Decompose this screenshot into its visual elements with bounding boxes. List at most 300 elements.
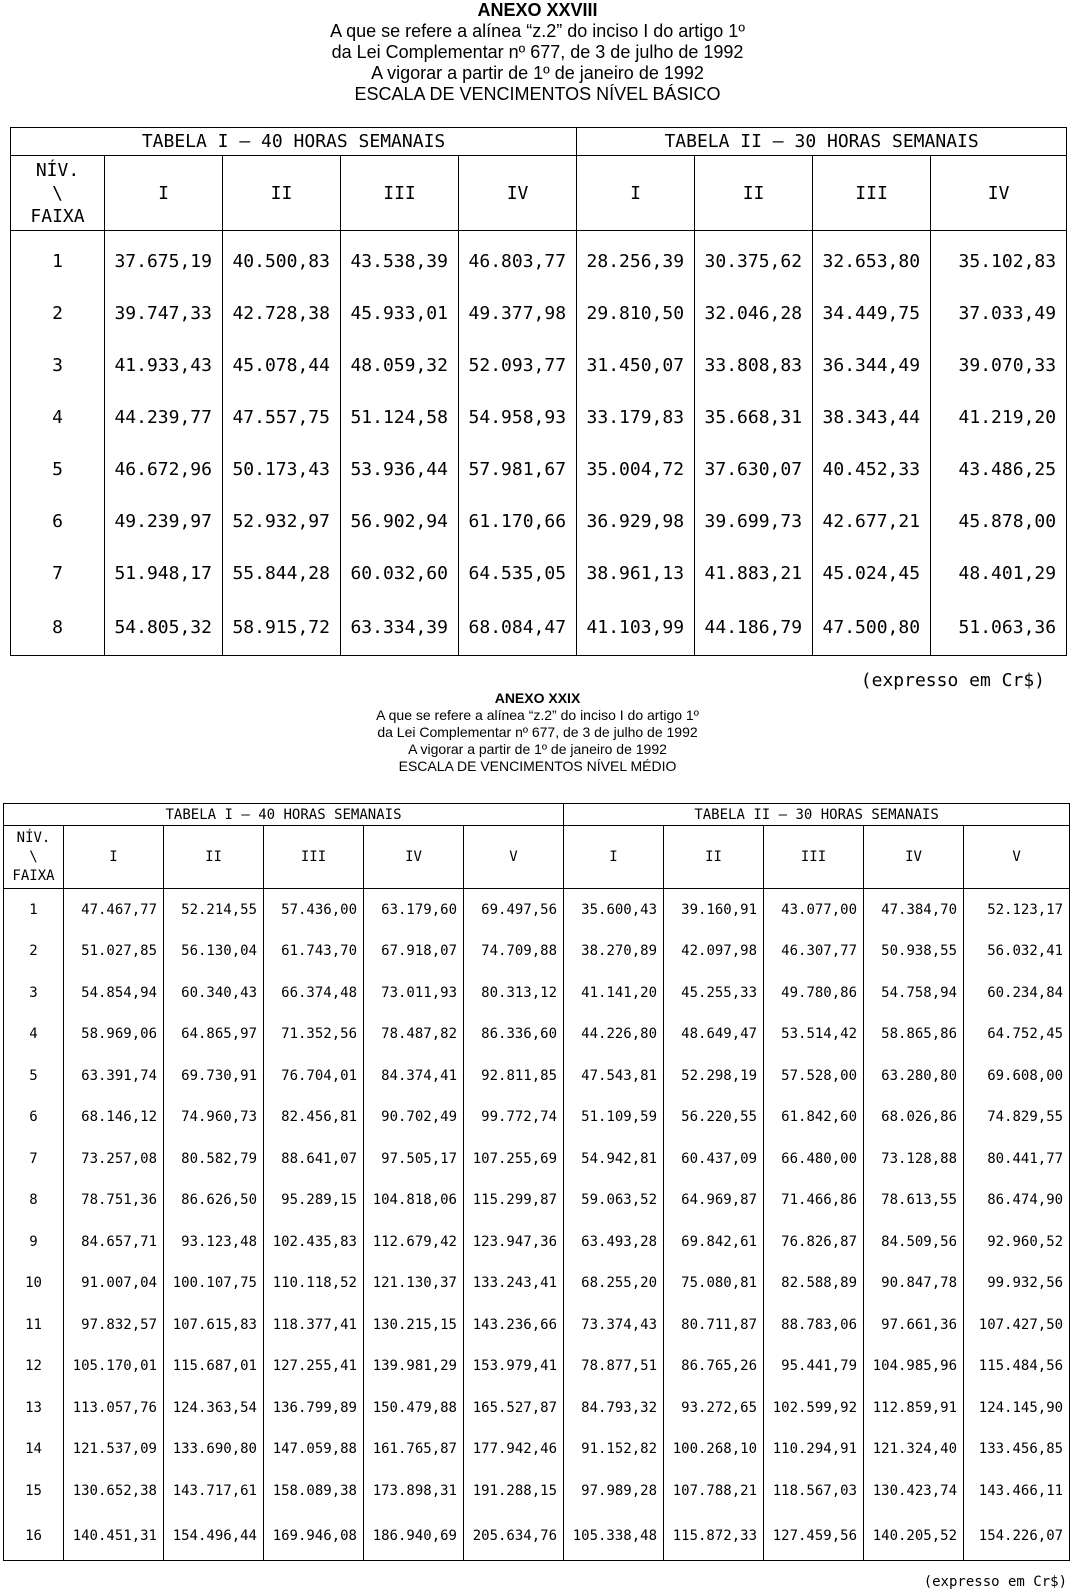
salary-cell: 92.811,85	[464, 1055, 564, 1097]
salary-cell: 49.780,86	[764, 972, 864, 1014]
nivel-cell: 3	[11, 339, 105, 391]
salary-cell: 59.063,52	[564, 1180, 664, 1222]
salary-cell: 76.704,01	[264, 1055, 364, 1097]
salary-cell: 133.456,85	[964, 1429, 1070, 1471]
salary-cell: 45.933,01	[341, 287, 459, 339]
salary-cell: 35.668,31	[695, 391, 813, 443]
salary-cell: 104.985,96	[864, 1346, 964, 1388]
column-header: IV	[459, 156, 577, 231]
salary-cell: 113.057,76	[64, 1387, 164, 1429]
column-header: I	[64, 826, 164, 889]
salary-cell: 86.336,60	[464, 1014, 564, 1056]
salary-cell: 143.236,66	[464, 1304, 564, 1346]
salary-cell: 71.466,86	[764, 1180, 864, 1222]
salary-cell: 48.649,47	[664, 1014, 764, 1056]
salary-cell: 36.929,98	[577, 495, 695, 547]
salary-cell: 107.427,50	[964, 1304, 1070, 1346]
nivel-faixa-header	[4, 826, 64, 889]
salary-cell: 75.080,81	[664, 1263, 764, 1305]
nivel-cell: 5	[11, 443, 105, 495]
salary-cell: 74.829,55	[964, 1097, 1070, 1139]
salary-cell: 105.338,48	[564, 1512, 664, 1561]
nivel-cell: 6	[4, 1097, 64, 1139]
salary-cell: 46.672,96	[105, 443, 223, 495]
annex-xxviii-line: da Lei Complementar nº 677, de 3 de julho de 1992	[331, 42, 744, 62]
nivel-cell: 7	[11, 547, 105, 599]
salary-cell: 42.097,98	[664, 931, 764, 973]
salary-cell: 54.758,94	[864, 972, 964, 1014]
table-row	[4, 1221, 1070, 1263]
salary-cell: 63.391,74	[64, 1055, 164, 1097]
salary-cell: 43.077,00	[764, 889, 864, 931]
annex-xxix-line: A vigorar a partir de 1º de janeiro de 1992	[408, 741, 667, 757]
salary-cell: 50.173,43	[223, 443, 341, 495]
salary-cell: 41.883,21	[695, 547, 813, 599]
salary-cell: 52.093,77	[459, 339, 577, 391]
nivel-cell: 1	[4, 889, 64, 931]
salary-cell: 173.898,31	[364, 1470, 464, 1512]
salary-cell: 52.932,97	[223, 495, 341, 547]
salary-cell: 51.063,36	[931, 599, 1067, 656]
salary-cell: 140.205,52	[864, 1512, 964, 1561]
salary-cell: 133.690,80	[164, 1429, 264, 1471]
nivel-cell: 4	[11, 391, 105, 443]
salary-cell: 186.940,69	[364, 1512, 464, 1561]
salary-cell: 43.538,39	[341, 231, 459, 288]
salary-cell: 97.989,28	[564, 1470, 664, 1512]
salary-cell: 78.751,36	[64, 1180, 164, 1222]
salary-cell: 38.270,89	[564, 931, 664, 973]
table-row	[11, 495, 1067, 547]
annex-xxix-line: da Lei Complementar nº 677, de 3 de julho de 1992	[377, 724, 698, 740]
column-header: III	[813, 156, 931, 231]
salary-cell: 127.459,56	[764, 1512, 864, 1561]
salary-cell: 60.032,60	[341, 547, 459, 599]
column-header: III	[264, 826, 364, 889]
salary-cell: 177.942,46	[464, 1429, 564, 1471]
salary-cell: 100.268,10	[664, 1429, 764, 1471]
salary-cell: 28.256,39	[577, 231, 695, 288]
salary-cell: 35.600,43	[564, 889, 664, 931]
nivel-cell: 2	[11, 287, 105, 339]
salary-cell: 82.588,89	[764, 1263, 864, 1305]
salary-cell: 63.334,39	[341, 599, 459, 656]
salary-cell: 47.384,70	[864, 889, 964, 931]
salary-cell: 80.582,79	[164, 1138, 264, 1180]
salary-cell: 52.123,17	[964, 889, 1070, 931]
salary-cell: 69.497,56	[464, 889, 564, 931]
salary-cell: 54.942,81	[564, 1138, 664, 1180]
nivel-cell: 15	[4, 1470, 64, 1512]
salary-cell: 84.657,71	[64, 1221, 164, 1263]
table-row	[4, 1097, 1070, 1139]
salary-cell: 110.294,91	[764, 1429, 864, 1471]
salary-cell: 136.799,89	[264, 1387, 364, 1429]
salary-cell: 73.011,93	[364, 972, 464, 1014]
annex-xxviii-line: A que se refere a alínea “z.2” do inciso I do artigo 1º	[330, 21, 745, 41]
salary-cell: 39.160,91	[664, 889, 764, 931]
table-row	[4, 1346, 1070, 1388]
corner-niv: NÍV.	[16, 829, 51, 846]
salary-cell: 63.179,60	[364, 889, 464, 931]
salary-cell: 133.243,41	[464, 1263, 564, 1305]
table-row	[4, 1055, 1070, 1097]
salary-cell: 95.441,79	[764, 1346, 864, 1388]
salary-cell: 44.186,79	[695, 599, 813, 656]
corner-slash: \	[29, 848, 38, 865]
salary-cell: 37.033,49	[931, 287, 1067, 339]
column-header: V	[464, 826, 564, 889]
salary-cell: 86.474,90	[964, 1180, 1070, 1222]
table-row	[4, 1304, 1070, 1346]
salary-cell: 57.436,00	[264, 889, 364, 931]
salary-cell: 44.239,77	[105, 391, 223, 443]
table-i-group-header: TABELA I – 40 HORAS SEMANAIS	[11, 128, 577, 156]
salary-cell: 139.981,29	[364, 1346, 464, 1388]
salary-cell: 123.947,36	[464, 1221, 564, 1263]
salary-cell: 95.289,15	[264, 1180, 364, 1222]
salary-cell: 61.170,66	[459, 495, 577, 547]
nivel-cell: 14	[4, 1429, 64, 1471]
salary-cell: 50.938,55	[864, 931, 964, 973]
column-header: II	[664, 826, 764, 889]
salary-cell: 37.675,19	[105, 231, 223, 288]
salary-cell: 84.374,41	[364, 1055, 464, 1097]
salary-cell: 121.537,09	[64, 1429, 164, 1471]
salary-cell: 39.699,73	[695, 495, 813, 547]
salary-cell: 84.509,56	[864, 1221, 964, 1263]
annex-xxviii-salary-table	[10, 127, 1067, 656]
table-row	[11, 339, 1067, 391]
annex-xxviii-line: A vigorar a partir de 1º de janeiro de 1992	[371, 63, 704, 83]
salary-cell: 47.467,77	[64, 889, 164, 931]
salary-cell: 130.423,74	[864, 1470, 964, 1512]
nivel-cell: 8	[11, 599, 105, 656]
column-header: I	[105, 156, 223, 231]
column-header: III	[341, 156, 459, 231]
salary-cell: 130.652,38	[64, 1470, 164, 1512]
salary-cell: 32.653,80	[813, 231, 931, 288]
salary-cell: 63.493,28	[564, 1221, 664, 1263]
salary-cell: 66.480,00	[764, 1138, 864, 1180]
salary-cell: 61.842,60	[764, 1097, 864, 1139]
salary-cell: 93.123,48	[164, 1221, 264, 1263]
table-row	[4, 1263, 1070, 1305]
nivel-cell: 8	[4, 1180, 64, 1222]
salary-cell: 102.435,83	[264, 1221, 364, 1263]
salary-cell: 143.717,61	[164, 1470, 264, 1512]
salary-cell: 30.375,62	[695, 231, 813, 288]
salary-cell: 105.170,01	[64, 1346, 164, 1388]
salary-cell: 78.487,82	[364, 1014, 464, 1056]
salary-cell: 60.340,43	[164, 972, 264, 1014]
salary-cell: 69.730,91	[164, 1055, 264, 1097]
table-row	[11, 287, 1067, 339]
salary-cell: 57.528,00	[764, 1055, 864, 1097]
salary-cell: 107.255,69	[464, 1138, 564, 1180]
salary-cell: 56.220,55	[664, 1097, 764, 1139]
salary-cell: 63.280,80	[864, 1055, 964, 1097]
nivel-cell: 9	[4, 1221, 64, 1263]
salary-cell: 73.374,43	[564, 1304, 664, 1346]
salary-cell: 33.179,83	[577, 391, 695, 443]
salary-cell: 80.711,87	[664, 1304, 764, 1346]
table-i-group-header: TABELA I – 40 HORAS SEMANAIS	[4, 804, 564, 826]
salary-cell: 80.441,77	[964, 1138, 1070, 1180]
salary-cell: 64.535,05	[459, 547, 577, 599]
salary-cell: 33.808,83	[695, 339, 813, 391]
salary-cell: 60.437,09	[664, 1138, 764, 1180]
annex-xxix-salary-table	[3, 803, 1070, 1561]
salary-cell: 64.865,97	[164, 1014, 264, 1056]
salary-cell: 140.451,31	[64, 1512, 164, 1561]
salary-cell: 191.288,15	[464, 1470, 564, 1512]
column-header: II	[164, 826, 264, 889]
salary-cell: 34.449,75	[813, 287, 931, 339]
salary-cell: 56.130,04	[164, 931, 264, 973]
salary-cell: 205.634,76	[464, 1512, 564, 1561]
salary-cell: 52.214,55	[164, 889, 264, 931]
column-header: I	[577, 156, 695, 231]
salary-cell: 53.514,42	[764, 1014, 864, 1056]
column-header: V	[964, 826, 1070, 889]
nivel-cell: 10	[4, 1263, 64, 1305]
salary-cell: 60.234,84	[964, 972, 1070, 1014]
salary-cell: 90.702,49	[364, 1097, 464, 1139]
salary-cell: 115.687,01	[164, 1346, 264, 1388]
table-row	[11, 547, 1067, 599]
salary-cell: 38.343,44	[813, 391, 931, 443]
salary-cell: 45.078,44	[223, 339, 341, 391]
table-row	[4, 972, 1070, 1014]
table-row	[11, 599, 1067, 656]
salary-cell: 32.046,28	[695, 287, 813, 339]
salary-cell: 35.004,72	[577, 443, 695, 495]
salary-cell: 39.070,33	[931, 339, 1067, 391]
salary-cell: 97.832,57	[64, 1304, 164, 1346]
column-header: IV	[864, 826, 964, 889]
salary-cell: 47.500,80	[813, 599, 931, 656]
salary-cell: 49.239,97	[105, 495, 223, 547]
salary-cell: 66.374,48	[264, 972, 364, 1014]
salary-cell: 154.226,07	[964, 1512, 1070, 1561]
table-row	[4, 1429, 1070, 1471]
annex-xxix-line: A que se refere a alínea “z.2” do inciso I do artigo 1º	[376, 707, 699, 723]
table-ii-group-header: TABELA II – 30 HORAS SEMANAIS	[577, 128, 1067, 156]
table-row	[4, 889, 1070, 931]
salary-cell: 42.677,21	[813, 495, 931, 547]
salary-cell: 74.709,88	[464, 931, 564, 973]
salary-cell: 38.961,13	[577, 547, 695, 599]
salary-cell: 107.615,83	[164, 1304, 264, 1346]
salary-cell: 91.007,04	[64, 1263, 164, 1305]
nivel-cell: 16	[4, 1512, 64, 1561]
salary-cell: 64.969,87	[664, 1180, 764, 1222]
salary-cell: 150.479,88	[364, 1387, 464, 1429]
salary-cell: 57.981,67	[459, 443, 577, 495]
salary-cell: 31.450,07	[577, 339, 695, 391]
salary-cell: 68.084,47	[459, 599, 577, 656]
salary-cell: 47.543,81	[564, 1055, 664, 1097]
nivel-faixa-header	[11, 156, 105, 231]
salary-cell: 48.059,32	[341, 339, 459, 391]
salary-cell: 41.933,43	[105, 339, 223, 391]
salary-cell: 82.456,81	[264, 1097, 364, 1139]
salary-cell: 36.344,49	[813, 339, 931, 391]
salary-cell: 54.854,94	[64, 972, 164, 1014]
nivel-cell: 13	[4, 1387, 64, 1429]
column-header: III	[764, 826, 864, 889]
salary-cell: 154.496,44	[164, 1512, 264, 1561]
salary-cell: 54.958,93	[459, 391, 577, 443]
salary-cell: 124.363,54	[164, 1387, 264, 1429]
salary-cell: 121.324,40	[864, 1429, 964, 1471]
annex-xxix-title: ANEXO XXIX	[494, 690, 581, 706]
nivel-cell: 6	[11, 495, 105, 547]
table-row	[4, 1014, 1070, 1056]
salary-cell: 45.024,45	[813, 547, 931, 599]
salary-cell: 78.613,55	[864, 1180, 964, 1222]
salary-cell: 118.567,03	[764, 1470, 864, 1512]
salary-cell: 112.859,91	[864, 1387, 964, 1429]
table-row	[4, 1470, 1070, 1512]
salary-cell: 76.826,87	[764, 1221, 864, 1263]
salary-cell: 93.272,65	[664, 1387, 764, 1429]
table-row	[11, 443, 1067, 495]
salary-cell: 55.844,28	[223, 547, 341, 599]
table-row	[4, 1180, 1070, 1222]
annex-xxviii-scale-title: ESCALA DE VENCIMENTOS NÍVEL BÁSICO	[354, 84, 721, 104]
salary-cell: 86.626,50	[164, 1180, 264, 1222]
salary-cell: 41.141,20	[564, 972, 664, 1014]
column-header: II	[695, 156, 813, 231]
salary-cell: 118.377,41	[264, 1304, 364, 1346]
salary-cell: 97.505,17	[364, 1138, 464, 1180]
column-header: IV	[931, 156, 1067, 231]
salary-cell: 158.089,38	[264, 1470, 364, 1512]
table-row	[11, 391, 1067, 443]
salary-cell: 46.803,77	[459, 231, 577, 288]
salary-cell: 40.452,33	[813, 443, 931, 495]
salary-cell: 64.752,45	[964, 1014, 1070, 1056]
annex-xxix-header	[0, 690, 1075, 775]
salary-cell: 43.486,25	[931, 443, 1067, 495]
salary-cell: 169.946,08	[264, 1512, 364, 1561]
corner-faixa: FAIXA	[12, 867, 55, 884]
table-row	[4, 931, 1070, 973]
salary-cell: 48.401,29	[931, 547, 1067, 599]
salary-cell: 51.948,17	[105, 547, 223, 599]
currency-note: (expresso em Cr$)	[860, 670, 1045, 691]
salary-cell: 41.219,20	[931, 391, 1067, 443]
salary-cell: 127.255,41	[264, 1346, 364, 1388]
salary-cell: 112.679,42	[364, 1221, 464, 1263]
salary-cell: 68.255,20	[564, 1263, 664, 1305]
salary-cell: 52.298,19	[664, 1055, 764, 1097]
salary-cell: 99.932,56	[964, 1263, 1070, 1305]
salary-cell: 40.500,83	[223, 231, 341, 288]
corner-faixa: FAIXA	[30, 205, 85, 227]
salary-cell: 153.979,41	[464, 1346, 564, 1388]
corner-niv: NÍV.	[35, 159, 80, 181]
salary-cell: 115.299,87	[464, 1180, 564, 1222]
salary-cell: 84.793,32	[564, 1387, 664, 1429]
corner-slash: \	[52, 182, 63, 204]
salary-cell: 73.128,88	[864, 1138, 964, 1180]
salary-cell: 29.810,50	[577, 287, 695, 339]
salary-cell: 67.918,07	[364, 931, 464, 973]
nivel-cell: 2	[4, 931, 64, 973]
salary-cell: 56.902,94	[341, 495, 459, 547]
salary-cell: 102.599,92	[764, 1387, 864, 1429]
salary-cell: 104.818,06	[364, 1180, 464, 1222]
column-header: IV	[364, 826, 464, 889]
annex-xxviii-header	[0, 0, 1075, 105]
salary-cell: 90.847,78	[864, 1263, 964, 1305]
salary-cell: 39.747,33	[105, 287, 223, 339]
salary-cell: 58.865,86	[864, 1014, 964, 1056]
salary-cell: 37.630,07	[695, 443, 813, 495]
salary-cell: 68.146,12	[64, 1097, 164, 1139]
salary-cell: 147.059,88	[264, 1429, 364, 1471]
column-header: II	[223, 156, 341, 231]
nivel-cell: 1	[11, 231, 105, 288]
salary-cell: 86.765,26	[664, 1346, 764, 1388]
table-row	[11, 231, 1067, 288]
salary-cell: 53.936,44	[341, 443, 459, 495]
salary-cell: 115.872,33	[664, 1512, 764, 1561]
table-row	[4, 1387, 1070, 1429]
salary-cell: 41.103,99	[577, 599, 695, 656]
salary-cell: 130.215,15	[364, 1304, 464, 1346]
salary-cell: 110.118,52	[264, 1263, 364, 1305]
salary-cell: 80.313,12	[464, 972, 564, 1014]
salary-cell: 115.484,56	[964, 1346, 1070, 1388]
salary-cell: 107.788,21	[664, 1470, 764, 1512]
salary-cell: 165.527,87	[464, 1387, 564, 1429]
nivel-cell: 7	[4, 1138, 64, 1180]
salary-cell: 56.032,41	[964, 931, 1070, 973]
salary-cell: 69.608,00	[964, 1055, 1070, 1097]
salary-cell: 78.877,51	[564, 1346, 664, 1388]
table-ii-group-header: TABELA II – 30 HORAS SEMANAIS	[564, 804, 1070, 826]
salary-cell: 46.307,77	[764, 931, 864, 973]
annex-xxviii-title: ANEXO XXVIII	[477, 0, 598, 20]
salary-cell: 74.960,73	[164, 1097, 264, 1139]
annex-xxix-scale-title: ESCALA DE VENCIMENTOS NÍVEL MÉDIO	[398, 758, 677, 774]
salary-cell: 42.728,38	[223, 287, 341, 339]
salary-cell: 68.026,86	[864, 1097, 964, 1139]
salary-cell: 45.255,33	[664, 972, 764, 1014]
salary-cell: 99.772,74	[464, 1097, 564, 1139]
salary-cell: 97.661,36	[864, 1304, 964, 1346]
salary-cell: 69.842,61	[664, 1221, 764, 1263]
table-row	[4, 1512, 1070, 1561]
salary-cell: 54.805,32	[105, 599, 223, 656]
salary-cell: 88.783,06	[764, 1304, 864, 1346]
salary-cell: 91.152,82	[564, 1429, 664, 1471]
salary-cell: 51.027,85	[64, 931, 164, 973]
currency-note: (expresso em Cr$)	[923, 1574, 1067, 1590]
column-header: I	[564, 826, 664, 889]
salary-cell: 161.765,87	[364, 1429, 464, 1471]
salary-cell: 73.257,08	[64, 1138, 164, 1180]
salary-cell: 61.743,70	[264, 931, 364, 973]
nivel-cell: 4	[4, 1014, 64, 1056]
salary-cell: 71.352,56	[264, 1014, 364, 1056]
salary-cell: 58.915,72	[223, 599, 341, 656]
salary-cell: 35.102,83	[931, 231, 1067, 288]
